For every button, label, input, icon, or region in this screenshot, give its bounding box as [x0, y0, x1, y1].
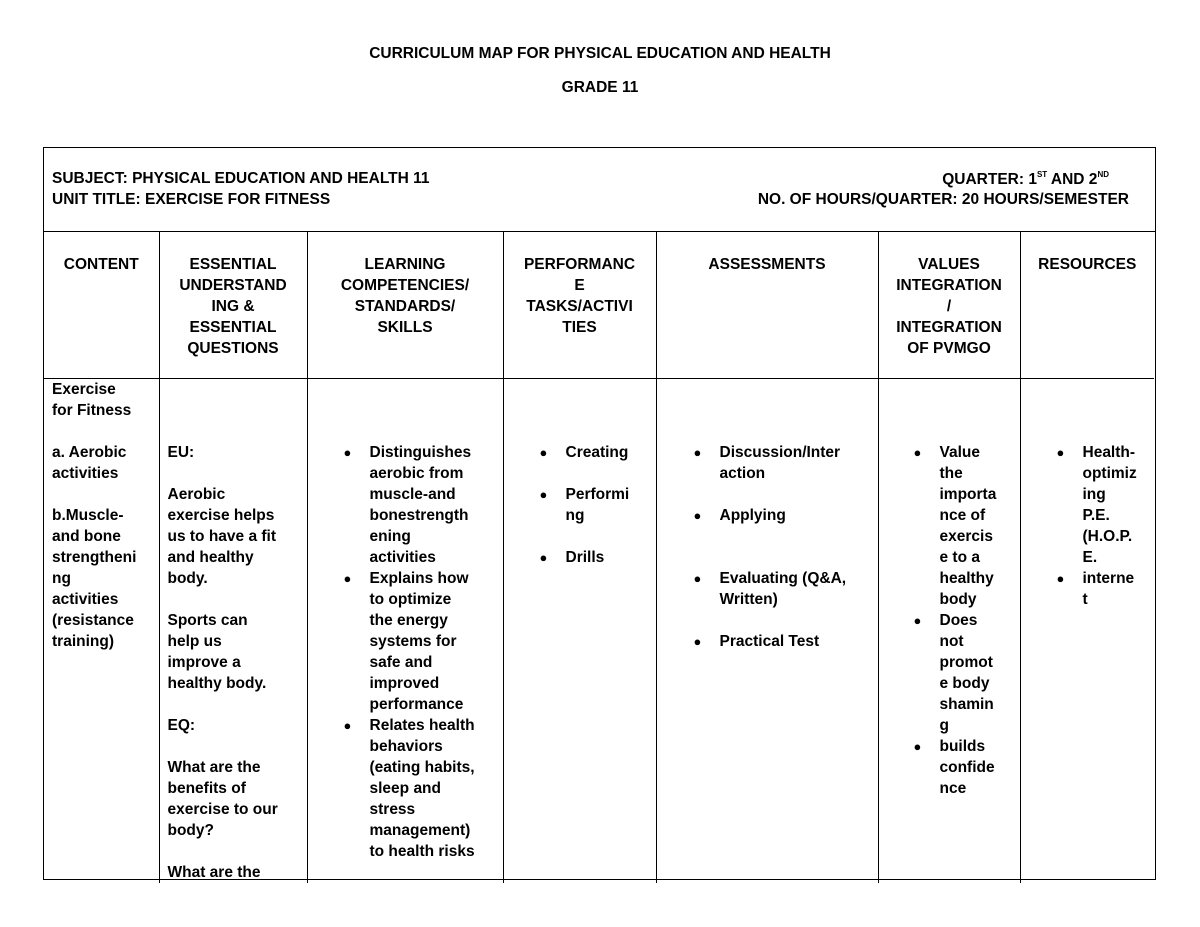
grade-label: GRADE 11 — [561, 79, 639, 96]
column-header-row — [44, 232, 1154, 378]
list-item: ● Practical Test — [693, 632, 820, 650]
list-item: ● Health- optimiz ing P.E. (H.O.P. E. — [1056, 443, 1137, 566]
col-content: CONTENT — [44, 232, 159, 378]
cell-performance — [503, 378, 656, 883]
list-item: ● Value the importa nce of exercis e to a healthy body — [913, 443, 997, 608]
table-header-info — [44, 148, 1155, 232]
list-item: ● Drills — [539, 548, 605, 566]
list-item: ● Evaluating (Q&A, Written) — [693, 569, 847, 608]
table-row — [44, 378, 1154, 883]
list-item: ● Performi ng — [539, 485, 630, 524]
cell-values — [878, 378, 1020, 883]
map-grid — [44, 232, 1154, 883]
list-item: ● Explains how to optimize the energy systems for safe and improved performance — [343, 569, 469, 713]
quarter-label: QUARTER: 1ST AND 2ND — [942, 170, 1109, 188]
list-item: ● Relates health behaviors (eating habits, sleep and stress management) to health risks — [343, 716, 475, 860]
hours-label: NO. OF HOURS/QUARTER: 20 HOURS/SEMESTER — [757, 191, 1129, 208]
subject-label: SUBJECT: PHYSICAL EDUCATION AND HEALTH 11 — [52, 170, 430, 187]
list-item: ● Does not promot e body shamin g — [913, 611, 994, 734]
list-item: ● interne t — [1056, 569, 1135, 608]
col-essential: ESSENTIAL UNDERSTAND ING & ESSENTIAL QUESTIONS — [159, 232, 307, 378]
list-item: ● Distinguishes aerobic from muscle-and bonestrength ening activities — [343, 443, 472, 566]
list-item: ● Creating — [539, 443, 629, 461]
cell-essential: EU: Aerobic exercise helps us to have a fit and healthy body. Sports can help us improve a healthy body. EQ: What are the benefits of exercise to our body? What are the — [159, 378, 307, 883]
col-values: VALUES INTEGRATION / INTEGRATION OF PVMGO — [878, 232, 1020, 378]
col-performance: PERFORMANC E TASKS/ACTIVI TIES — [503, 232, 656, 378]
list-item: ● Applying — [693, 506, 786, 524]
col-resources: RESOURCES — [1020, 232, 1154, 378]
list-item: ● builds confide nce — [913, 737, 995, 797]
curriculum-map-table — [43, 147, 1156, 880]
eq-label: EQ: — [167, 716, 196, 734]
document-title: CURRICULUM MAP FOR PHYSICAL EDUCATION AND HEALTH — [369, 45, 831, 62]
cell-resources — [1020, 378, 1154, 883]
col-assessments: ASSESSMENTS — [656, 232, 878, 378]
list-item: ● Discussion/Inter action — [693, 443, 841, 482]
col-competencies: LEARNING COMPETENCIES/ STANDARDS/ SKILLS — [307, 232, 503, 378]
cell-assessments — [656, 378, 878, 883]
cell-competencies — [307, 378, 503, 883]
cell-content: Exercise for Fitness a. Aerobic activities b.Muscle- and bone strengtheni ng activities (resistance training) — [52, 380, 137, 650]
eu-label: EU: — [167, 443, 195, 461]
unit-title-label: UNIT TITLE: EXERCISE FOR FITNESS — [52, 191, 331, 208]
